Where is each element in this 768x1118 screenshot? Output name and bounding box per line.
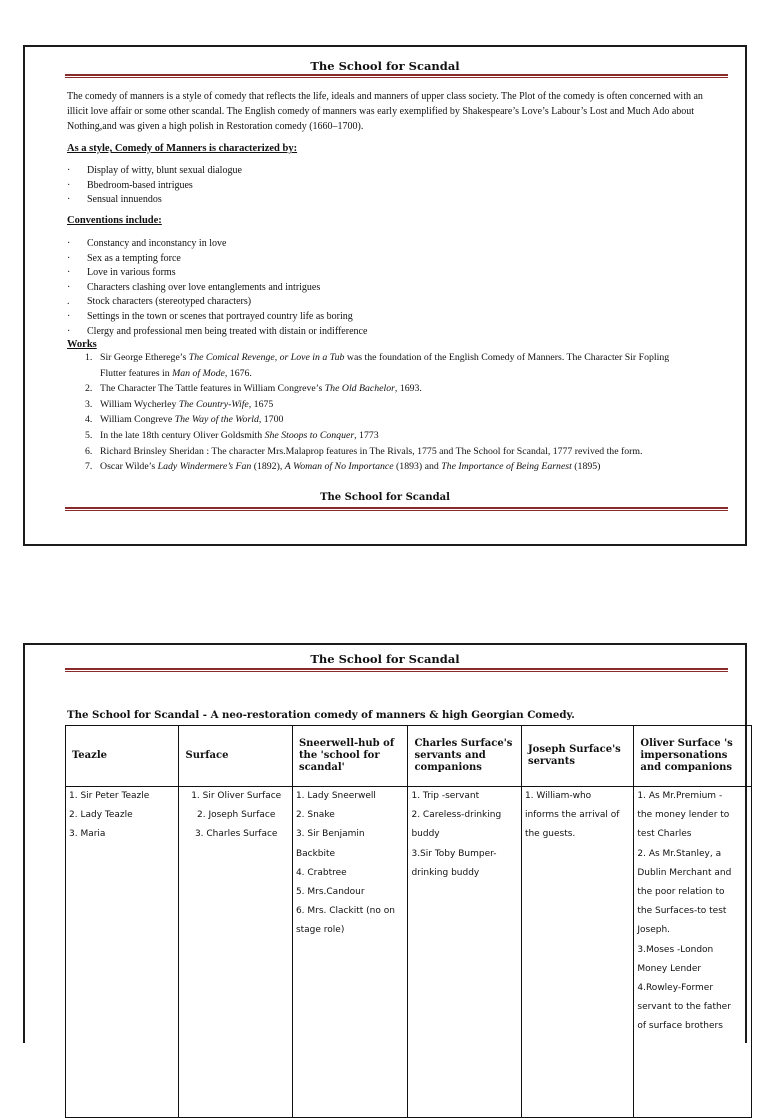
cell-line: drinking buddy: [411, 867, 480, 878]
cell-line: test Charles: [637, 829, 692, 840]
title-rule: [65, 668, 728, 672]
cell-line: servant to the father: [637, 1002, 731, 1013]
column-header: Joseph Surface's servants: [521, 726, 633, 787]
bullet-mark: ·: [67, 194, 71, 206]
work-text: (1895): [571, 461, 601, 473]
cell-line: Joseph.: [637, 925, 671, 936]
convention-item: [67, 310, 367, 325]
bullet-mark: ·: [67, 281, 71, 293]
cell-line: 1. Sir Peter Teazle: [69, 791, 150, 801]
cell-line: the Surfaces-to test: [637, 906, 727, 917]
work-title: The Way of the World: [174, 414, 259, 426]
work-text: , 1700: [258, 414, 284, 426]
work-title: The Country-Wife: [178, 398, 249, 410]
convention-item: [67, 281, 367, 296]
column-header: Oliver Surface 's impersonations and companions: [634, 726, 752, 787]
work-text: Sir George Etherege’s: [100, 352, 189, 363]
bullet-text: Settings in the town or scenes that portrayed country life as boring: [87, 310, 353, 322]
page-title: The School for Scandal: [310, 59, 460, 73]
cell-line: 3. Charles Surface: [194, 829, 278, 840]
works-item: [67, 412, 697, 428]
column-header: Charles Surface's servants and companions: [408, 726, 521, 787]
bullet-text: Clergy and professional men being treated with distain or indifference: [87, 325, 368, 337]
cell-line: 1. William-who: [524, 791, 592, 801]
works-item: [67, 459, 697, 475]
cell-line: 3.Sir Toby Bumper-: [411, 848, 497, 859]
work-text: , 1675: [248, 398, 274, 410]
work-text: , 1676.: [224, 367, 252, 379]
cell-line: 1. As Mr.Premium -: [637, 791, 723, 801]
bullet-mark: ·: [67, 310, 71, 322]
conventions-list: [67, 237, 367, 339]
item-number: 7.: [85, 461, 93, 473]
bullet-text: Sensual innuendos: [87, 194, 162, 206]
table-row: [66, 787, 752, 1118]
item-number: 3.: [85, 398, 93, 410]
cell-line: 1. Trip -servant: [411, 791, 480, 801]
cell-line: 4.Rowley-Former: [637, 983, 714, 994]
work-text: William Wycherley: [100, 398, 179, 410]
convention-item: [67, 325, 367, 340]
document-page-2: [23, 643, 747, 1043]
work-text: The Character The Tattle features in William Congreve’s: [100, 383, 325, 395]
cell-line: 3. Maria: [69, 829, 106, 840]
style-section-title: As a style, Comedy of Manners is characterized by:: [67, 143, 298, 154]
character-table: [65, 725, 752, 1118]
cell-line: 3.Moses -London: [637, 944, 714, 955]
item-number: 2.: [85, 383, 93, 395]
works-item: [67, 428, 697, 444]
style-item: [67, 179, 242, 194]
style-item: [67, 164, 242, 179]
bullet-mark: ·: [67, 238, 71, 249]
bullet-mark: ·: [67, 179, 71, 191]
table-cell: [408, 787, 521, 1118]
works-item: [67, 397, 697, 413]
table-header-row: [66, 726, 752, 787]
work-title: Man of Mode: [172, 367, 225, 379]
cell-line: the guests.: [524, 829, 576, 840]
cell-line: Money Lender: [637, 963, 702, 974]
work-text: was the foundation of the English Comedy of Manners. The Character Sir Fopling Flutter features in: [100, 352, 670, 379]
work-title: The Importance of Being Earnest: [441, 461, 572, 473]
work-title: The Comical Revenge, or Love in a Tub: [188, 352, 345, 363]
bullet-mark: ·: [67, 252, 71, 264]
table-cell: [66, 787, 179, 1118]
cell-line: 2. Lady Teazle: [69, 810, 133, 821]
cell-line: Backbite: [295, 848, 336, 859]
bullet-text: Display of witty, blunt sexual dialogue: [87, 165, 242, 176]
item-number: 4.: [85, 414, 93, 426]
column-header: Sneerwell-hub of the 'school for scandal': [292, 726, 408, 787]
cell-line: Dublin Merchant and: [637, 867, 732, 878]
work-text: William Congreve: [100, 414, 175, 426]
item-number: 6.: [85, 445, 93, 457]
cell-line: the money lender to: [637, 810, 730, 821]
bullet-text: Love in various forms: [87, 267, 176, 279]
cell-line: 5. Mrs.Candour: [295, 887, 365, 898]
table-caption: The School for Scandal - A neo-restoration comedy of manners & high Georgian Comedy.: [67, 709, 575, 721]
bullet-mark: ·: [67, 325, 71, 337]
item-number: 5.: [85, 429, 93, 441]
cell-line: 2. Joseph Surface: [197, 810, 276, 821]
work-text: In the late 18th century Oliver Goldsmith: [100, 429, 265, 441]
work-text: , 1693.: [394, 383, 422, 395]
style-list: [67, 164, 242, 208]
table-cell: [292, 787, 408, 1118]
cell-line: 2. Careless-drinking: [411, 810, 502, 821]
work-text: (1892),: [251, 461, 285, 473]
cell-line: 3. Sir Benjamin: [295, 829, 365, 840]
cell-line: 2. As Mr.Stanley, a: [637, 848, 722, 859]
page-footer: The School for Scandal: [320, 492, 450, 503]
cell-line: 4. Crabtree: [295, 867, 347, 878]
convention-item: [67, 266, 367, 281]
work-text: Richard Brinsley Sheridan : The character Mrs.Malaprop features in The Rivals, 1775 and The School for Scandal, 1777 revived the form.: [100, 445, 643, 457]
bullet-text: Sex as a tempting force: [87, 252, 181, 264]
cell-line: 6. Mrs. Clackitt (no on: [295, 906, 395, 917]
bullet-text: Constancy and inconstancy in love: [87, 238, 227, 249]
bullet-text: Characters clashing over love entanglements and intrigues: [87, 281, 321, 293]
cell-line: buddy: [411, 829, 440, 840]
bullet-mark: ·: [67, 165, 71, 176]
style-item: [67, 193, 242, 208]
cell-line: of surface brothers: [637, 1021, 723, 1032]
table-cell: [634, 787, 752, 1118]
works-item: [67, 350, 697, 381]
bullet-text: Bbedroom-based intrigues: [87, 179, 193, 191]
cell-line: informs the arrival of: [524, 810, 620, 821]
work-text: Oscar Wilde’s: [100, 461, 158, 473]
work-title: She Stoops to Conquer: [264, 429, 355, 441]
footer-rule: [65, 507, 728, 511]
cell-line: 1. Lady Sneerwell: [295, 791, 376, 801]
convention-item: [67, 252, 367, 267]
works-list: [67, 350, 697, 475]
works-item: [67, 381, 697, 397]
item-number: 1.: [85, 352, 93, 363]
convention-item: [67, 237, 367, 252]
works-section-title: Works: [67, 339, 97, 350]
bullet-text: Stock characters (stereotyped characters): [87, 296, 252, 308]
work-title: The Old Bachelor: [324, 383, 395, 395]
column-header: Surface: [179, 726, 292, 787]
work-text: (1893) and: [393, 461, 442, 473]
column-header: Teazle: [66, 726, 179, 787]
table-cell: [521, 787, 633, 1118]
work-title: A Woman of No Importance: [284, 461, 394, 473]
cell-line: stage role): [295, 925, 345, 936]
convention-item: [67, 295, 367, 310]
document-page-1: [23, 45, 747, 546]
page-title: The School for Scandal: [310, 652, 460, 666]
work-text: , 1773: [354, 429, 379, 441]
intro-paragraph: The comedy of manners is a style of comedy that reflects the life, ideals and manners of upper class society. The Plot of the comedy is often concerned with an illicit love affair or some other scandal. The English comedy of manners was early exemplified by Shakespeare’s Love’s Labour’s Lost and Much Ado about Nothing,and was given a high polish in Restoration comedy (1660–1700).: [67, 91, 703, 132]
cell-line: the poor relation to: [637, 887, 725, 898]
work-title: Lady Windermere’s Fan: [157, 461, 252, 473]
cell-line: 1. Sir Oliver Surface: [191, 791, 282, 801]
conventions-section-title: Conventions include:: [67, 215, 162, 226]
bullet-mark: .: [67, 296, 70, 308]
works-item: [67, 444, 697, 460]
cell-line: 2. Snake: [295, 810, 335, 821]
table-cell: [179, 787, 292, 1118]
bullet-mark: ·: [67, 267, 71, 279]
title-rule: [65, 74, 728, 78]
